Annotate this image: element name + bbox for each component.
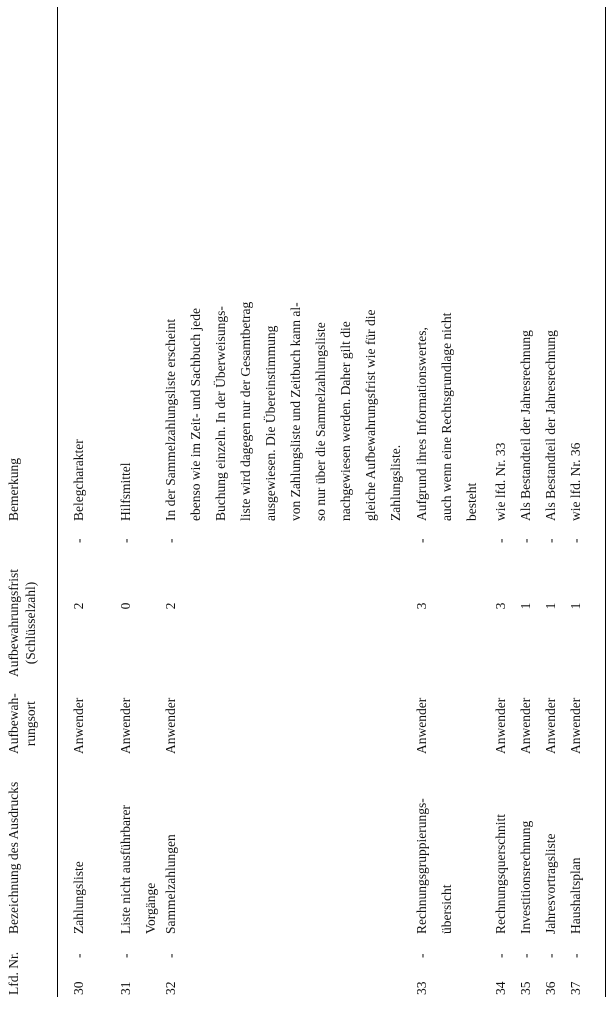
bottom-rule	[605, 7, 606, 997]
row-dash: -	[493, 538, 508, 543]
row-bemerkung-line: liste wird dagegen nur der Gesamtbetrag	[238, 301, 253, 521]
row-bezeichnung-line: Vorgänge	[143, 882, 158, 934]
row-number: 36	[543, 981, 558, 995]
header-frist-line: (Schlüsselzahl)	[23, 581, 38, 665]
row-dash: -	[543, 953, 558, 958]
row-aufbewahrungsfrist: 3	[414, 602, 429, 610]
row-bezeichnung-line: Zahlungsliste	[71, 861, 86, 934]
row-bemerkung	[158, 302, 408, 521]
header-bezeichnung: Bezeichnung des Ausdrucks	[6, 781, 21, 934]
row-aufbewahrungsort: Anwender	[518, 697, 533, 754]
row-dash: -	[163, 538, 178, 543]
row-aufbewahrungsfrist: 1	[568, 602, 583, 610]
header-ort-line: rungsort	[23, 701, 38, 747]
row-bezeichnung-line: Sammelzahlungen	[163, 834, 178, 934]
row-bemerkung-line: Buchung einzeln. In der Überweisungs-	[213, 306, 228, 521]
row-bemerkung-line: wie lfd. Nr. 33	[493, 442, 508, 521]
row-dash: -	[71, 953, 86, 958]
row-dash: -	[118, 538, 133, 543]
header-aufbewahrungsfrist	[5, 569, 39, 677]
row-bemerkung	[538, 330, 563, 521]
row-aufbewahrungsfrist: 0	[118, 602, 133, 610]
header-lfd-nr: Lfd. Nr.	[6, 951, 21, 995]
row-dash: -	[518, 538, 533, 543]
row-bezeichnung-line: Jahresvortragsliste	[543, 833, 558, 934]
row-bemerkung-line: gleiche Aufbewahrungsfrist wie für die	[363, 309, 378, 521]
row-number: 30	[71, 981, 86, 995]
row-bezeichnung-line: Haushaltsplan	[568, 857, 583, 934]
row-bemerkung-line: Zahlungsliste.	[388, 444, 403, 521]
row-number: 31	[118, 981, 133, 995]
row-bemerkung-line: Aufgrund ihres Informationswertes,	[414, 327, 429, 521]
row-bezeichnung	[409, 798, 459, 934]
row-number: 33	[414, 981, 429, 995]
row-aufbewahrungsort: Anwender	[163, 697, 178, 754]
row-bezeichnung-line: Investitionsrechnung	[518, 820, 533, 934]
row-number: 32	[163, 981, 178, 995]
row-bemerkung	[113, 463, 138, 522]
row-aufbewahrungsfrist: 2	[163, 602, 178, 610]
row-dash: -	[414, 538, 429, 543]
row-dash: -	[568, 538, 583, 543]
row-dash: -	[493, 953, 508, 958]
row-bezeichnung-line: Liste nicht ausführbarer	[118, 805, 133, 934]
row-number: 35	[518, 981, 533, 995]
row-aufbewahrungsfrist: 1	[543, 602, 558, 610]
row-aufbewahrungsort: Anwender	[414, 697, 429, 754]
row-bezeichnung	[158, 834, 183, 934]
row-bemerkung-line: In der Sammelzahlungsliste erscheint	[163, 318, 178, 521]
header-bemerkung: Bemerkung	[6, 458, 21, 521]
row-bezeichnung	[488, 814, 513, 934]
header-ort-line: Aufbewah-	[6, 693, 21, 754]
row-bemerkung-line: auch wenn eine Rechtsgrundlage nicht	[439, 312, 454, 521]
row-aufbewahrungsort: Anwender	[118, 697, 133, 754]
row-aufbewahrungsort: Anwender	[543, 697, 558, 754]
row-dash: -	[414, 953, 429, 958]
row-bezeichnung	[563, 858, 588, 935]
row-bemerkung	[488, 443, 513, 521]
row-bezeichnung-line: Rechnungsquerschnitt	[493, 814, 508, 934]
header-aufbewahrungsort	[5, 693, 39, 754]
row-bemerkung	[66, 439, 91, 521]
row-bemerkung-line: Belegcharakter	[71, 439, 86, 521]
row-aufbewahrungsort: Anwender	[493, 697, 508, 754]
row-number: 34	[493, 981, 508, 995]
row-bemerkung-line: wie lfd. Nr. 36	[568, 442, 583, 521]
row-bemerkung-line: ebenso wie im Zeit- und Sachbuch jede	[188, 308, 203, 521]
row-bezeichnung-line: Rechnungsgruppierungs-	[414, 798, 429, 934]
row-bemerkung-line: Als Bestandteil der Jahresrechnung	[518, 330, 533, 521]
header-frist-line: Aufbewahrungsfrist	[6, 569, 21, 677]
row-aufbewahrungsfrist: 1	[518, 602, 533, 610]
row-bemerkung-line: nachgewiesen werden. Daher gilt die	[338, 321, 353, 521]
row-bezeichnung	[113, 805, 163, 934]
row-dash: -	[543, 538, 558, 543]
row-bemerkung-line: so nur über die Sammelzahlungsliste	[313, 322, 328, 521]
row-bemerkung-line: besteht	[464, 482, 479, 521]
row-aufbewahrungsort: Anwender	[568, 697, 583, 754]
row-bemerkung	[409, 313, 484, 521]
row-bezeichnung	[513, 821, 538, 934]
row-aufbewahrungsfrist: 3	[493, 602, 508, 610]
row-dash: -	[118, 953, 133, 958]
row-bezeichnung-line: übersicht	[439, 884, 454, 934]
row-dash: -	[163, 953, 178, 958]
row-aufbewahrungsort: Anwender	[71, 697, 86, 754]
row-bemerkung-line: von Zahlungsliste und Zeitbuch kann al-	[288, 302, 303, 521]
row-dash: -	[71, 538, 86, 543]
row-dash: -	[568, 953, 583, 958]
row-bemerkung	[563, 443, 588, 521]
row-aufbewahrungsfrist: 2	[71, 602, 86, 610]
row-bezeichnung	[66, 861, 91, 934]
row-bemerkung-line: ausgewiesen. Die Übereinstimmung	[263, 325, 278, 521]
row-dash: -	[518, 953, 533, 958]
header-rule	[57, 7, 58, 997]
row-number: 37	[568, 981, 583, 995]
row-bemerkung	[513, 330, 538, 521]
row-bemerkung-line: Als Bestandteil der Jahresrechnung	[543, 330, 558, 521]
row-bemerkung-line: Hilfsmittel	[118, 462, 133, 521]
row-bezeichnung	[538, 834, 563, 934]
